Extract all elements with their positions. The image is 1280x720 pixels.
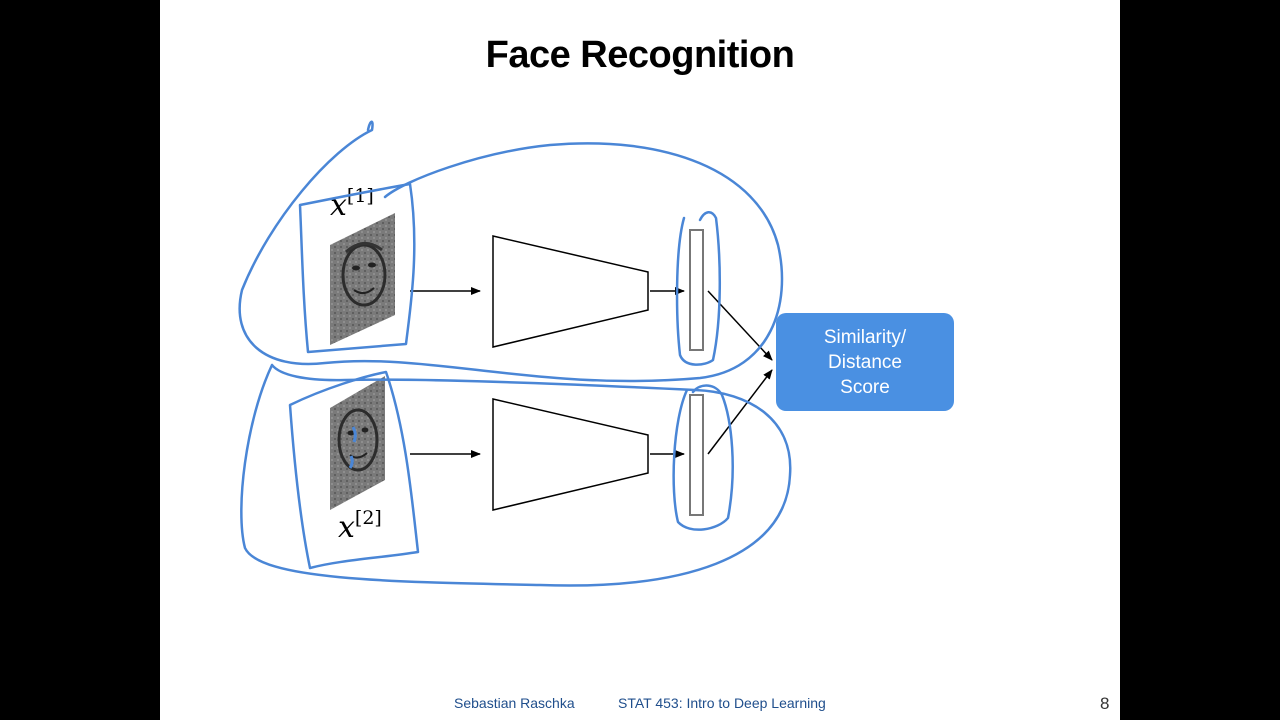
embedding-vector-1 (690, 230, 703, 350)
face-image-2 (330, 376, 385, 510)
footer-course: STAT 453: Intro to Deep Learning (618, 695, 826, 711)
slide (160, 0, 1120, 720)
input-label-2: x[2] (338, 507, 382, 545)
handwritten-annotations (240, 122, 791, 586)
footer-author: Sebastian Raschka (454, 695, 575, 711)
page-number: 8 (1100, 694, 1110, 713)
slide-title: Face Recognition (485, 34, 795, 76)
encoder-network-1 (493, 236, 648, 347)
input-label-1: x[1] (330, 185, 374, 223)
embedding-vector-2 (690, 395, 703, 515)
face-image-1 (330, 213, 395, 345)
siamese-diagram (160, 0, 1120, 720)
encoder-network-2 (493, 399, 648, 510)
similarity-distance-score-box: Similarity/ Distance Score (776, 313, 954, 411)
